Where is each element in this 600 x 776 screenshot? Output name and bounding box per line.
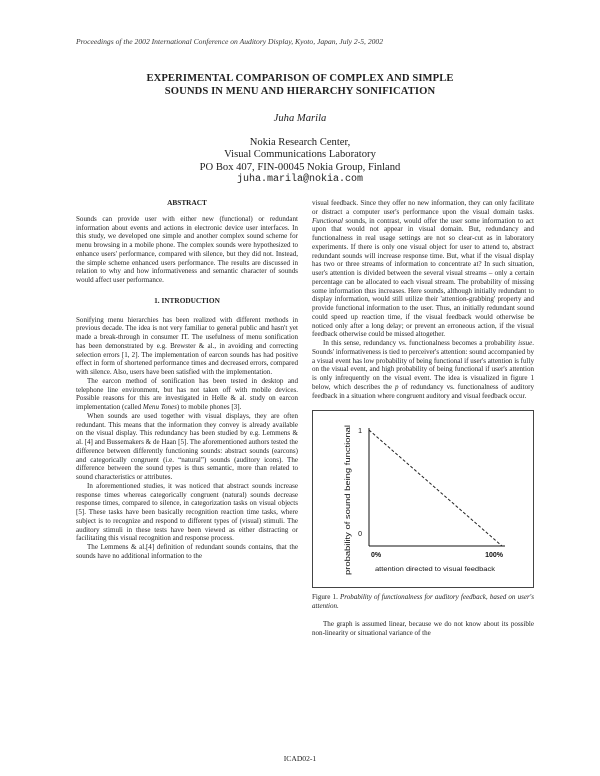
affiliation-address: PO Box 407, FIN-00045 Nokia Group, Finland [199,161,401,173]
x-tick-0: 0% [371,552,382,560]
right-p2-p: p [395,382,399,391]
intro-p2-text-a: The earcon method of sonification has been tested in desktop and telephone line environment, but has not taken off with mobile devices. Possible reasons for this are investigated in Helle & al. study on earcon implementation (called [76,376,298,411]
intro-paragraph-1: Sonifying menu hierarchies has been realized with different methods in previous decade. The idea is not very familiar to general public and hasn't yet made a break-through in consumer IT. The usefulness of menu sonification has been demonstrated by e.g. Brewster & al., in avoiding and correcting selection errors [1, 2]. The implementation of earcon sounds has had positive effect in form of shortened performance times and decreased errors, compared with silence. Also, users have been satisfied with the implementation. [76,315,298,376]
author-name: Juha Marila [273,113,327,124]
right-paragraph-1 [312,199,534,339]
y-axis-label: probability of sound being functional [343,454,352,576]
right-p1-text-b: sounds, in contrast, would offer the user some information to act upon that would not appear in visual domain. But, redundancy and functionalness in real usage settings are not so clear-cut as in laboratory experiments. If there is only one visual object for user to attend to, abstract redundant sounds will increase response time. But, what if the visual display has two or three streams of information to concentrate at? In such situation, user's attention is divided between the several visual streams – only a certain percentage can be allocated to each visual stream. The probability of missing some information thus increases. Here sounds, although initially redundant to display information, would still utilize their 'attention-grabbing' property and provide functional information to the user. Thus, an initially redundant sound could speed up reaction time, if the visual feedback would otherwise be noticed only after a long delay; or prevent an erroneous action, if the visual feedback otherwise could be missed altogether. [312,216,534,339]
right-paragraph-3: The graph is assumed linear, because we do not know about its possible non-linearity or situational variance of the [312,619,534,637]
right-p2-text-a: In this sense, redundancy vs. functionalness becomes a probability [323,339,519,347]
introduction-heading: 1. INTRODUCTION [154,295,220,305]
left-column [76,199,298,561]
y-tick-1: 1 [358,428,362,436]
author-email: juha.marila@nokia.com [236,174,364,186]
intro-p2-menu-tones: Menu Tones [142,403,177,411]
right-column [312,199,534,637]
caption-label: Figure 1. [312,593,340,602]
right-paragraph-2 [312,339,534,400]
intro-paragraph-2 [76,377,298,412]
intro-paragraph-5: The Lemmens & al.[4] definition of redundant sounds contains, that the sounds have no additional information to the [76,543,298,560]
title-line-2: SOUNDS IN MENU AND HIERARCHY SONIFICATION [164,86,436,97]
affiliation-lab: Visual Communications Laboratory [224,149,376,161]
x-tick-100: 100% [485,552,503,560]
title-line-1: EXPERIMENTAL COMPARISON OF COMPLEX AND SIMPLE [146,73,454,84]
proceedings-header: Proceedings of the 2002 International Conference on Auditory Display, Kyoto, Japan, July 2-5, 2002 [76,37,384,46]
right-p2-issue: issue [518,339,533,347]
abstract-heading: ABSTRACT [167,198,207,207]
figure-1 [312,410,534,588]
x-axis-label: attention directed to visual feedback [375,567,497,574]
intro-paragraph-4: In aforementioned studies, it was noticed that abstract sounds increase response times whereas categorically congruent (natural) sounds decrease response times, compared to silence, in categorization tasks on visual objects [5]. These tasks have been basically recognition reaction time tasks, where subject is to recognize and respond to different types of (visual) stimuli. The auditory stimuli in these tests have been viewed as either distracting or facilitating this visual recognition and response process. [76,481,298,543]
affiliation [0,137,600,187]
abstract-text: Sounds can provide user with either new (functional) or redundant information about events and actions in electronic device user interfaces. In this study, we developed one simple and another complex sound scheme for menu browsing in a mobile phone. The complex sounds were hypothesized to enhance users' performance, compared with silence, but they did not. Instead, the simple scheme enhanced users performance. The results are discussed in relation to why and how informativeness and semantic character of sounds would affect user performance. [76,214,298,284]
figure-1-caption [312,593,534,611]
right-p1-text-a: visual feedback. Since they offer no new information, they can only facilitate or distract a computer user's performance upon the visual domain tasks. [312,199,534,216]
page-footer: ICAD02-1 [283,754,317,763]
caption-text: Probability of functionalness for auditory feedback, based on user's attention. [312,593,534,610]
y-tick-0: 0 [358,531,362,539]
intro-paragraph-3: When sounds are used together with visual displays, they are often redundant. This means that the information they convey is already available on the visual display. This redundancy has been studied by e.g. Lemmens & al. [4] and Bussemakers & de Haan [5]. The aforementioned authors tested the difference between differently functioning sounds: abstract sounds (earcons) and categorically congruent (i.e. “natural”) sounds (auditory icons). The difference between the sound types is thus semantic, more than related to sound characteristics or attributes. [76,411,298,481]
affiliation-org: Nokia Research Center, [249,137,351,148]
right-p1-functional: Functional [312,216,343,225]
figure-1-chart [312,410,534,588]
paper-title [60,72,540,98]
right-p2-text-c: of redundancy vs. functionalness of auditory feedback in a situation where congruent auditory and visual feedback occur. [312,382,534,400]
right-p2-text-b: . Sounds' informativeness is tied to perceiver's attention: sound accompanied by a visual event has low probability of being functional if user's attention is fully on the visual event, and high probability of being functional if user's attention is only infrequently on the visual event. The idea is visualized in figure 1 below, which describes the [312,339,534,391]
intro-p2-text-b: ) to mobile phones [3]. [176,403,242,411]
